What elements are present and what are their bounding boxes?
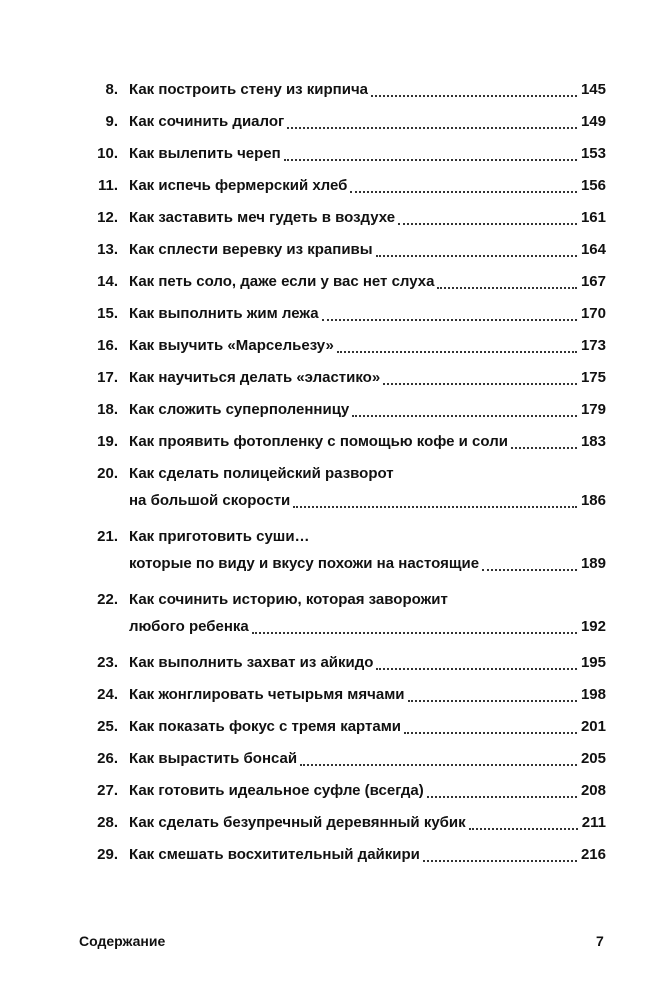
toc-entry <box>90 842 606 869</box>
toc-line <box>90 488 606 515</box>
dot-leader <box>398 223 577 225</box>
toc-line <box>90 746 606 773</box>
toc-entry-title: Как жонглировать четырьмя мячами <box>129 686 405 703</box>
toc-entry-title: Как готовить идеальное суфле (всегда) <box>129 782 424 799</box>
toc-entry-title: Как сочинить диалог <box>129 113 285 130</box>
dot-leader <box>482 569 577 571</box>
toc-entry-page: 192 <box>580 618 606 635</box>
dot-leader <box>469 828 578 830</box>
toc-entry-page: 205 <box>580 750 606 767</box>
toc-entry-page: 211 <box>581 814 606 831</box>
dot-leader <box>352 415 577 417</box>
toc-entry <box>90 587 606 641</box>
toc-line <box>90 714 606 741</box>
toc-entry-page: 170 <box>580 305 606 322</box>
toc-entry-number: 15. <box>97 305 118 322</box>
toc-entry-page: 175 <box>580 369 606 386</box>
dot-leader <box>300 764 577 766</box>
toc-entry-title: Как приготовить суши… <box>129 528 310 545</box>
toc-entry-number: 18. <box>97 401 118 418</box>
toc-entry <box>90 429 606 456</box>
toc-entry-title: Как сделать полицейский разворот <box>129 465 394 482</box>
toc-entry-title: Как смешать восхитительный дайкири <box>129 846 420 863</box>
toc-line <box>90 682 606 709</box>
toc-entry <box>90 746 606 773</box>
table-of-contents <box>90 77 606 874</box>
toc-entry <box>90 682 606 709</box>
toc-entry-page: 149 <box>580 113 606 130</box>
toc-entry-page: 208 <box>580 782 606 799</box>
dot-leader <box>408 700 577 702</box>
toc-entry <box>90 237 606 264</box>
toc-entry-page: 161 <box>580 209 606 226</box>
dot-leader <box>511 447 577 449</box>
toc-line <box>90 650 606 677</box>
toc-entry <box>90 365 606 392</box>
toc-line <box>90 109 606 136</box>
toc-entry-title: на большой скорости <box>129 492 291 509</box>
toc-entry-title: Как испечь фермерский хлеб <box>129 177 348 194</box>
toc-line <box>90 77 606 104</box>
toc-entry <box>90 714 606 741</box>
toc-entry <box>90 778 606 805</box>
page-number: 7 <box>596 933 604 949</box>
toc-entry-number: 28. <box>97 814 118 831</box>
toc-entry-page: 186 <box>580 492 606 509</box>
toc-line <box>90 778 606 805</box>
toc-line <box>90 810 606 837</box>
dot-leader <box>383 383 577 385</box>
dot-leader <box>437 287 577 289</box>
toc-entry-title: Как выполнить захват из айкидо <box>129 654 374 671</box>
toc-entry <box>90 141 606 168</box>
toc-entry <box>90 301 606 328</box>
toc-entry-number: 16. <box>97 337 118 354</box>
toc-entry-number: 13. <box>97 241 118 258</box>
toc-entry-number: 17. <box>97 369 118 386</box>
toc-line <box>90 551 606 578</box>
toc-entry-number: 8. <box>105 81 118 98</box>
toc-line <box>90 237 606 264</box>
toc-entry-number: 25. <box>97 718 118 735</box>
toc-entry-page: 153 <box>580 145 606 162</box>
toc-entry-page: 179 <box>580 401 606 418</box>
toc-entry-page: 164 <box>580 241 606 258</box>
toc-entry-title: Как заставить меч гудеть в воздухе <box>129 209 396 226</box>
toc-entry-number: 14. <box>97 273 118 290</box>
toc-entry-page: 145 <box>580 81 606 98</box>
toc-line <box>90 269 606 296</box>
toc-entry-number: 27. <box>97 782 118 799</box>
toc-entry-number: 23. <box>97 654 118 671</box>
toc-line <box>90 587 606 614</box>
toc-entry-number: 26. <box>97 750 118 767</box>
toc-entry-page: 201 <box>580 718 606 735</box>
toc-entry-page: 216 <box>580 846 606 863</box>
toc-entry-title: Как научиться делать «эластико» <box>129 369 381 386</box>
toc-entry-number: 11. <box>97 177 118 194</box>
toc-entry-page: 198 <box>580 686 606 703</box>
dot-leader <box>350 191 577 193</box>
toc-entry-number: 9. <box>105 113 118 130</box>
toc-line <box>90 397 606 424</box>
dot-leader <box>337 351 577 353</box>
dot-leader <box>404 732 577 734</box>
toc-entry <box>90 524 606 578</box>
toc-entry-number: 19. <box>97 433 118 450</box>
toc-entry-title: которые по виду и вкусу похожи на настоящие <box>129 555 480 572</box>
toc-line <box>90 524 606 551</box>
dot-leader <box>284 159 577 161</box>
toc-entry-title: Как проявить фотопленку с помощью кофе и соли <box>129 433 508 450</box>
dot-leader <box>423 860 577 862</box>
toc-entry-page: 195 <box>580 654 606 671</box>
toc-line <box>90 301 606 328</box>
toc-entry-page: 173 <box>580 337 606 354</box>
toc-entry-title: Как выполнить жим лежа <box>129 305 319 322</box>
toc-entry-title: Как вылепить череп <box>129 145 281 162</box>
toc-entry-number: 21. <box>97 528 118 545</box>
dot-leader <box>427 796 577 798</box>
dot-leader <box>371 95 577 97</box>
toc-entry <box>90 397 606 424</box>
toc-entry-number: 20. <box>97 465 118 482</box>
toc-entry-title: любого ребенка <box>129 618 249 635</box>
toc-entry-title: Как сделать безупречный деревянный кубик <box>129 814 466 831</box>
toc-entry-page: 156 <box>580 177 606 194</box>
toc-entry-number: 29. <box>97 846 118 863</box>
toc-entry-number: 10. <box>97 145 118 162</box>
toc-entry-title: Как выучить «Марсельезу» <box>129 337 334 354</box>
toc-entry <box>90 109 606 136</box>
toc-entry <box>90 269 606 296</box>
toc-entry-page: 183 <box>580 433 606 450</box>
toc-entry-title: Как петь соло, даже если у вас нет слуха <box>129 273 435 290</box>
toc-entry <box>90 461 606 515</box>
toc-entry <box>90 333 606 360</box>
toc-entry-page: 189 <box>580 555 606 572</box>
dot-leader <box>376 668 577 670</box>
toc-line <box>90 429 606 456</box>
toc-entry-page: 167 <box>580 273 606 290</box>
dot-leader <box>293 506 577 508</box>
toc-entry-title: Как показать фокус с тремя картами <box>129 718 402 735</box>
toc-entry <box>90 205 606 232</box>
toc-entry-number: 24. <box>97 686 118 703</box>
toc-entry <box>90 650 606 677</box>
toc-entry-title: Как сплести веревку из крапивы <box>129 241 373 258</box>
toc-entry <box>90 173 606 200</box>
toc-line <box>90 842 606 869</box>
dot-leader <box>322 319 577 321</box>
running-footer-section: Содержание <box>79 933 166 949</box>
dot-leader <box>287 127 577 129</box>
toc-line <box>90 173 606 200</box>
toc-entry-title: Как построить стену из кирпича <box>129 81 369 98</box>
toc-entry-title: Как сложить суперполенницу <box>129 401 350 418</box>
dot-leader <box>252 632 577 634</box>
toc-line <box>90 333 606 360</box>
dot-leader <box>376 255 577 257</box>
toc-entry-number: 22. <box>97 591 118 608</box>
toc-entry <box>90 77 606 104</box>
toc-entry-title: Как сочинить историю, которая заворожит <box>129 591 448 608</box>
toc-line <box>90 141 606 168</box>
toc-line <box>90 614 606 641</box>
toc-entry-title: Как вырастить бонсай <box>129 750 298 767</box>
toc-entry <box>90 810 606 837</box>
toc-entry-number: 12. <box>97 209 118 226</box>
toc-line <box>90 205 606 232</box>
toc-line <box>90 461 606 488</box>
toc-line <box>90 365 606 392</box>
